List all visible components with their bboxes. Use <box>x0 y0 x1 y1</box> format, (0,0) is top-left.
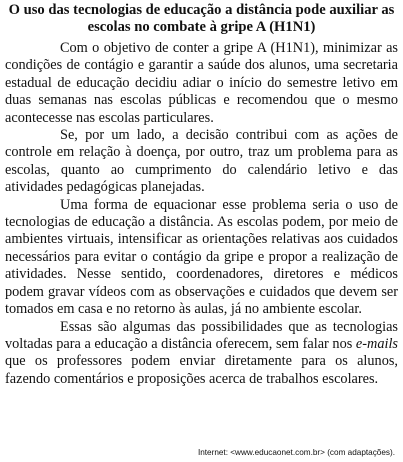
paragraph-4-italic-term: e-mails <box>355 335 398 352</box>
paragraph-1: Com o objetivo de conter a gripe A (H1N1), minimizar as condições de contágio e garantir a saúde dos alunos, uma secretaria estadual de educação decidiu adiar o início do semestre letivo em duas semanas nas escolas públicas e recomendou que o mesmo acontecesse nas escolas particulares. <box>5 40 398 126</box>
source-citation: Internet: <www.educaonet.com.br> (com adaptações). <box>197 448 395 457</box>
paragraph-4 <box>5 319 398 389</box>
paragraph-3: Uma forma de equacionar esse problema seria o uso de tecnologias de educação a distância. As escolas podem, por meio de ambientes virtuais, intensificar as orientações relativas aos cuidados necessários para evitar o contágio da gripe e propor a realização de atividades. Nesse sentido, coordenadores, diretores e médicos podem gravar vídeos com as observações e cuidados que devem ser tomados em casa e no retorno às aulas, já no ambiente escolar. <box>5 196 398 318</box>
paragraph-4-text-end: que os professores podem enviar diretamente para os alunos, fazendo comentários e proposições acerca de trabalhos escolares. <box>5 353 398 387</box>
paragraph-4-text-start: Essas são algumas das possibilidades que as tecnologias voltadas para a educação a distância oferecem, sem falar nos <box>5 318 398 352</box>
article <box>5 2 398 388</box>
paragraph-2: Se, por um lado, a decisão contribui com as ações de controle em relação à doença, por outro, traz um problema para as escolas, quanto ao cumprimento do calendário letivo e das atividades pedagógicas planejadas. <box>5 127 398 196</box>
article-title: O uso das tecnologias de educação a distância pode auxiliar as escolas no combate à gripe A (H1N1) <box>8 2 395 35</box>
